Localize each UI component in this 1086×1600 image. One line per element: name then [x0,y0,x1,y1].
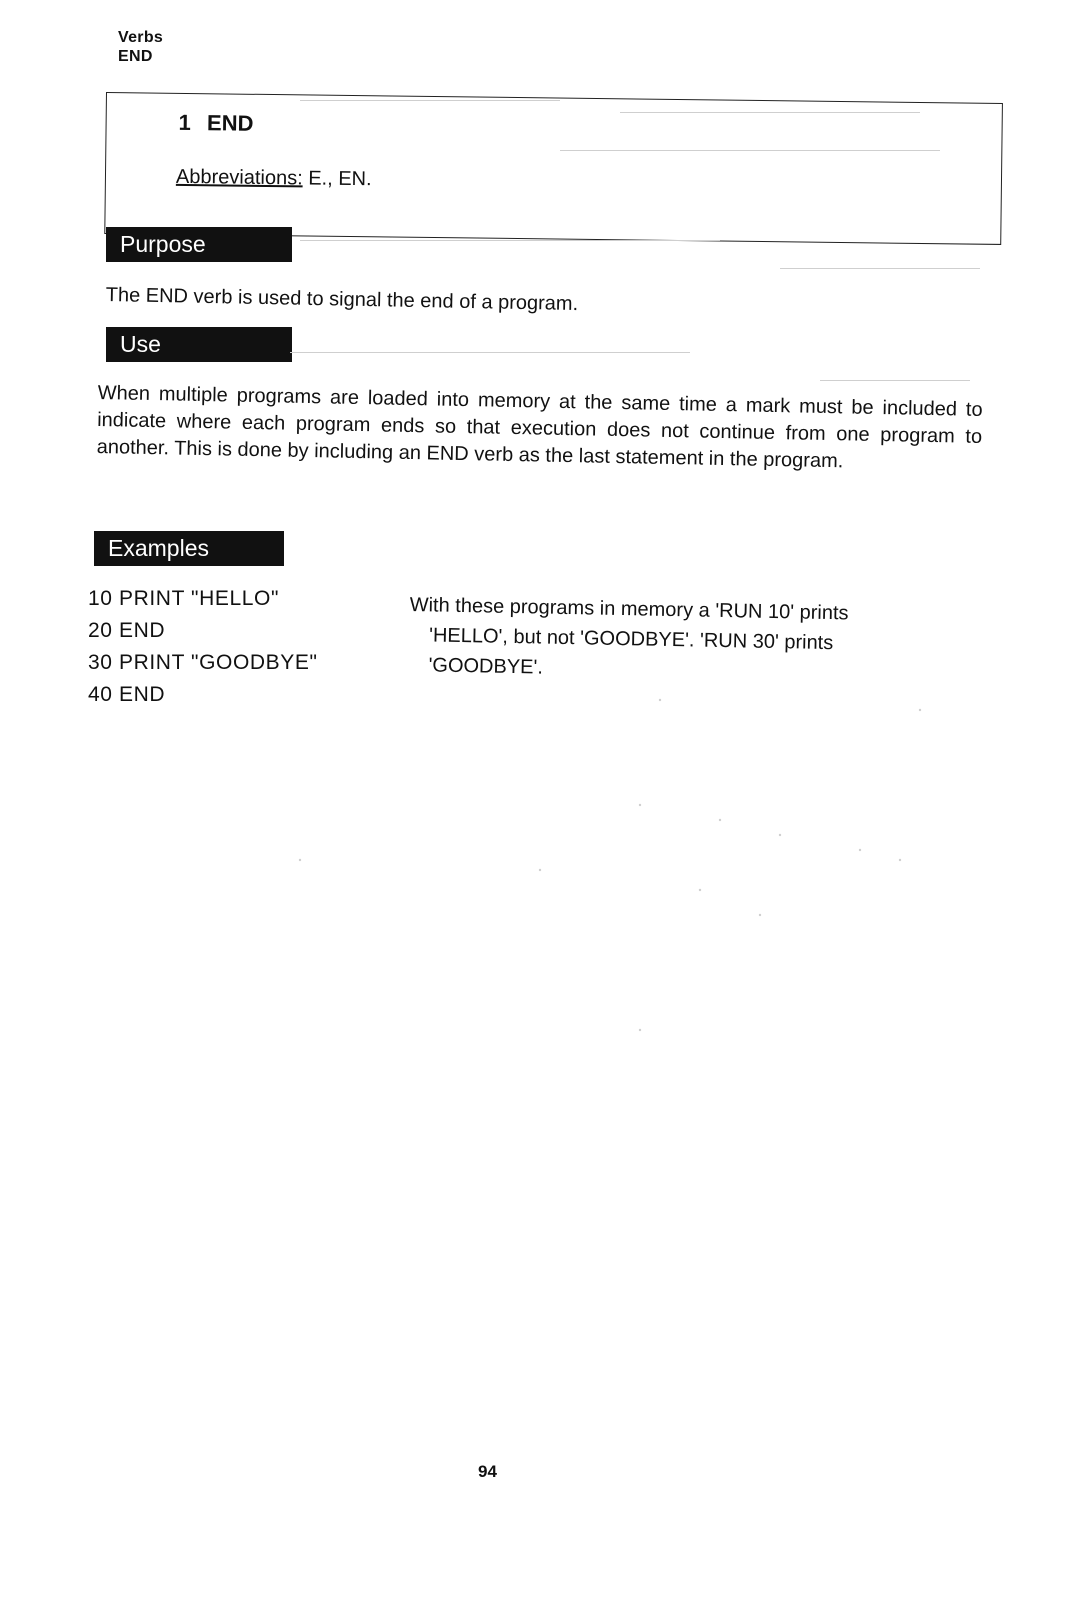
code-line: 20 END [88,619,166,642]
use-text: When multiple programs are loaded into memory at the same time a mark must be included to indicate where each program ends so that execution does not continue from one program to another. This is done by including an END verb as the last statement in the program. [96,381,983,473]
syntax-form: END [206,110,254,136]
purpose-text: The END verb is used to signal the end of a program. [105,283,579,316]
abbreviations-label: Abbreviations: [175,165,303,190]
code-line: 40 END [88,683,166,706]
code-line: 30 PRINT "GOODBYE" [88,651,318,674]
example-note-line: 'HELLO', but not 'GOODBYE'. 'RUN 30' prints [428,624,834,655]
abbreviations-line [176,166,372,191]
header-topic: END [118,48,153,65]
header-section: Verbs [118,29,164,46]
syntax-number: 1 [178,109,192,136]
page-number: 94 [478,1462,497,1481]
example-explanation [408,590,980,691]
page-header [118,28,163,66]
use-heading: Use [106,327,292,362]
code-line: 10 PRINT "HELLO" [88,587,280,610]
abbreviations-value: E., EN. [308,167,372,191]
purpose-heading: Purpose [106,227,292,262]
examples-heading: Examples [94,531,284,566]
syntax-line [178,110,253,137]
example-note-line: With these programs in memory a 'RUN 10' prints [409,593,849,625]
example-note-line: 'GOODBYE'. [428,654,544,679]
syntax-box [104,92,1003,245]
example-code [88,583,318,711]
